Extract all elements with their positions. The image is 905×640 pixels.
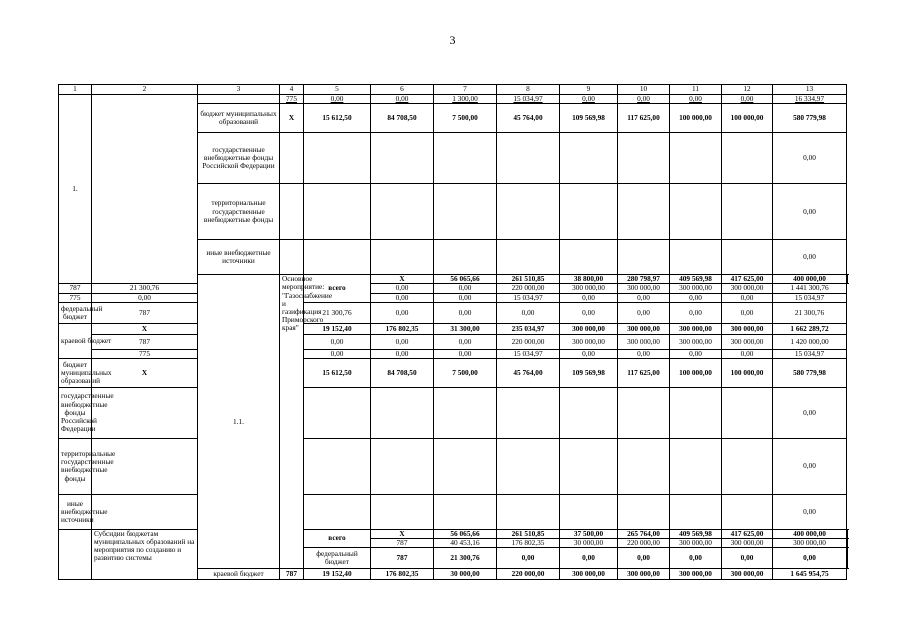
header-cell: 5 [304, 85, 371, 95]
empty-cell [560, 494, 618, 529]
value-cell: 235 034,97 [497, 323, 560, 334]
code-cell: 775 [92, 349, 198, 358]
code-cell: X [92, 358, 198, 387]
empty-cell [434, 438, 497, 494]
empty-cell [371, 438, 434, 494]
header-cell: 6 [371, 85, 434, 95]
value-cell: 300 000,00 [560, 284, 618, 293]
empty-cell [304, 438, 371, 494]
value-cell: 45 764,00 [497, 358, 560, 387]
total-cell: 0,00 [773, 387, 847, 438]
value-cell: 0,00 [560, 548, 618, 569]
empty-cell [722, 494, 773, 529]
value-cell: 0,00 [670, 302, 722, 323]
value-cell: 37 500,00 [560, 529, 618, 538]
empty-cell [434, 387, 497, 438]
empty-cell [371, 240, 434, 275]
header-cell: 4 [280, 85, 304, 95]
empty-cell [434, 240, 497, 275]
value-cell: 0,00 [304, 95, 371, 104]
header-cell: 9 [560, 85, 618, 95]
value-cell: 100 000,00 [670, 358, 722, 387]
value-cell: 300 000,00 [670, 334, 722, 349]
empty-cell [497, 184, 560, 240]
value-cell: 0,00 [371, 293, 434, 302]
source-label: федеральный бюджет [59, 302, 92, 323]
value-cell: 1 420 000,00 [773, 334, 847, 349]
value-cell: 220 000,00 [497, 284, 560, 293]
row-number [59, 529, 92, 579]
code-cell: 787 [280, 569, 304, 580]
empty-cell [434, 184, 497, 240]
value-cell: 0,00 [560, 95, 618, 104]
header-cell: 12 [722, 85, 773, 95]
empty-cell [618, 387, 670, 438]
value-cell: 0,00 [434, 284, 497, 293]
value-cell: 1 645 954,75 [773, 569, 847, 580]
value-cell: 16 334,97 [773, 95, 847, 104]
value-cell: 109 569,98 [560, 104, 618, 133]
value-cell: 7 500,00 [434, 358, 497, 387]
value-cell: 15 034,97 [773, 293, 847, 302]
value-cell: 409 569,98 [670, 275, 722, 284]
table-row [59, 323, 848, 334]
value-cell: 0,00 [371, 302, 434, 323]
value-cell: 0,00 [670, 349, 722, 358]
empty-cell [371, 133, 434, 184]
row-number: 1. [59, 95, 92, 284]
value-cell: 21 300,76 [434, 548, 497, 569]
value-cell: 0,00 [670, 293, 722, 302]
table-row [59, 494, 848, 529]
value-cell: 100 000,00 [722, 104, 773, 133]
value-cell: 15 034,97 [497, 293, 560, 302]
value-cell: 176 802,35 [497, 539, 560, 548]
header-cell: 11 [670, 85, 722, 95]
value-cell: 300 000,00 [560, 334, 618, 349]
empty-cell [618, 184, 670, 240]
empty-cell [670, 133, 722, 184]
table-row [59, 293, 848, 302]
total-cell: 0,00 [773, 133, 847, 184]
value-cell: 40 453,16 [434, 539, 497, 548]
value-cell: 19 152,40 [304, 323, 371, 334]
value-cell: 300 000,00 [560, 569, 618, 580]
value-cell: 300 000,00 [670, 569, 722, 580]
value-cell: 30 000,00 [434, 569, 497, 580]
total-cell: 0,00 [773, 240, 847, 275]
value-cell [847, 548, 848, 569]
value-cell: 15 612,50 [304, 104, 371, 133]
table-row [59, 85, 848, 95]
empty-cell [618, 494, 670, 529]
value-cell: 0,00 [434, 349, 497, 358]
value-cell: 15 034,97 [497, 349, 560, 358]
empty-cell [670, 240, 722, 275]
empty-cell [722, 387, 773, 438]
empty-cell [280, 133, 304, 184]
value-cell: 300 000,00 [722, 569, 773, 580]
value-cell: 300 000,00 [618, 569, 670, 580]
source-label: государственные внебюджетные фонды Российской Федерации [198, 133, 280, 184]
value-cell [847, 539, 848, 548]
value-cell: 0,00 [560, 349, 618, 358]
value-cell: 280 798,97 [618, 275, 670, 284]
value-cell: 0,00 [618, 302, 670, 323]
value-cell: 300 000,00 [670, 323, 722, 334]
value-cell: 30 000,00 [560, 539, 618, 548]
source-label: иные внебюджетные источники [59, 494, 92, 529]
value-cell: 300 000,00 [722, 334, 773, 349]
source-label: всего [304, 529, 371, 547]
value-cell [847, 275, 848, 284]
header-cell: 7 [434, 85, 497, 95]
value-cell: 117 625,00 [618, 104, 670, 133]
total-cell: 0,00 [773, 438, 847, 494]
empty-cell [497, 387, 560, 438]
empty-cell [560, 184, 618, 240]
value-cell: 19 152,40 [304, 569, 371, 580]
value-cell: 0,00 [434, 302, 497, 323]
value-cell: 265 764,00 [618, 529, 670, 538]
empty-cell [434, 494, 497, 529]
value-cell: 0,00 [670, 95, 722, 104]
code-cell: 787 [92, 302, 198, 323]
source-label: всего [304, 275, 371, 303]
empty-cell [497, 240, 560, 275]
value-cell: 417 625,00 [722, 275, 773, 284]
value-cell: 220 000,00 [497, 569, 560, 580]
code-cell: 775 [59, 293, 92, 302]
value-cell: 84 708,50 [371, 358, 434, 387]
value-cell: 0,00 [371, 284, 434, 293]
value-cell: 300 000,00 [618, 323, 670, 334]
value-cell: 0,00 [497, 548, 560, 569]
code-cell: X [371, 275, 434, 284]
source-label: бюджет муниципальных образований [59, 358, 92, 387]
value-cell: 300 000,00 [560, 323, 618, 334]
value-cell: 1 441 300,76 [773, 284, 847, 293]
value-cell: 31 300,00 [434, 323, 497, 334]
value-cell: 409 569,98 [670, 529, 722, 538]
value-cell: 220 000,00 [497, 334, 560, 349]
source-label: бюджет муниципальных образований [198, 104, 280, 133]
empty-cell [560, 387, 618, 438]
page-number: 3 [449, 33, 456, 47]
value-cell: 0,00 [371, 95, 434, 104]
value-cell: 300 000,00 [722, 284, 773, 293]
source-label [198, 95, 280, 104]
empty-cell [497, 133, 560, 184]
empty-cell [497, 494, 560, 529]
empty-cell [670, 494, 722, 529]
value-cell: 0,00 [722, 293, 773, 302]
table-row [59, 284, 848, 293]
value-cell: 0,00 [722, 548, 773, 569]
value-cell: 0,00 [371, 334, 434, 349]
empty-cell [304, 133, 371, 184]
value-cell: 261 510,85 [497, 529, 560, 538]
code-cell: 787 [371, 539, 434, 548]
empty-cell [371, 494, 434, 529]
table-row [59, 95, 848, 104]
table-row [59, 334, 848, 349]
table-row [59, 302, 848, 323]
budget-table [58, 84, 848, 580]
source-label: государственные внебюджетные фонды Российской Федерации [59, 387, 92, 438]
value-cell: 0,00 [618, 548, 670, 569]
value-cell: 0,00 [92, 293, 198, 302]
value-cell: 15 612,50 [304, 358, 371, 387]
source-label: краевой бюджет [198, 569, 280, 580]
table-row [59, 358, 848, 387]
empty-cell [722, 438, 773, 494]
value-cell: 176 802,35 [371, 323, 434, 334]
source-label: федеральный бюджет [304, 548, 371, 569]
value-cell: 176 802,35 [371, 569, 434, 580]
empty-cell [560, 240, 618, 275]
value-cell: 0,00 [304, 349, 371, 358]
header-cell: 8 [497, 85, 560, 95]
value-cell: 117 625,00 [618, 358, 670, 387]
value-cell: 0,00 [722, 302, 773, 323]
empty-cell [618, 438, 670, 494]
value-cell: 1 662 289,72 [773, 323, 847, 334]
header-cell: 1 [59, 85, 92, 95]
value-cell: 0,00 [434, 334, 497, 349]
source-label: краевой бюджет [59, 323, 92, 358]
value-cell: 0,00 [560, 293, 618, 302]
header-cell: 13 [773, 85, 847, 95]
value-cell: 100 000,00 [722, 358, 773, 387]
value-cell: 300 000,00 [722, 323, 773, 334]
empty-cell [280, 184, 304, 240]
value-cell: 0,00 [497, 302, 560, 323]
value-cell: 7 500,00 [434, 104, 497, 133]
code-cell: X [280, 104, 304, 133]
empty-cell [560, 438, 618, 494]
value-cell: 300 000,00 [618, 334, 670, 349]
table-row [59, 387, 848, 438]
value-cell: 0,00 [304, 334, 371, 349]
empty-cell [371, 184, 434, 240]
empty-cell [722, 133, 773, 184]
code-cell: 787 [59, 284, 92, 293]
value-cell: 0,00 [371, 349, 434, 358]
value-cell: 21 300,76 [773, 302, 847, 323]
value-cell: 56 065,66 [434, 529, 497, 538]
code-cell: X [92, 323, 198, 334]
value-cell: 300 000,00 [670, 284, 722, 293]
empty-cell [304, 387, 371, 438]
value-cell: 15 034,97 [497, 95, 560, 104]
row-number: 1.1. [198, 275, 280, 569]
value-cell: 400 000,00 [773, 529, 847, 538]
value-cell: 400 000,00 [773, 275, 847, 284]
empty-cell [722, 184, 773, 240]
value-cell: 261 510,85 [497, 275, 560, 284]
value-cell: 100 000,00 [670, 104, 722, 133]
header-cell: 3 [198, 85, 280, 95]
code-cell: 787 [92, 334, 198, 349]
source-label: территориальные государственные внебюджетные фонды [59, 438, 92, 494]
empty-cell [280, 240, 304, 275]
value-cell: 0,00 [670, 548, 722, 569]
value-cell: 0,00 [434, 293, 497, 302]
value-cell: 45 764,00 [497, 104, 560, 133]
value-cell: 0,00 [618, 293, 670, 302]
value-cell: 21 300,76 [92, 284, 198, 293]
value-cell: 0,00 [560, 302, 618, 323]
value-cell: 0,00 [618, 349, 670, 358]
value-cell: 21 300,76 [304, 302, 371, 323]
description-cell: Субсидии бюджетам муниципальных образований на мероприятия по созданию и развитию системы [92, 529, 198, 579]
empty-cell [371, 387, 434, 438]
value-cell [847, 529, 848, 538]
code-cell: X [371, 529, 434, 538]
description-cell [92, 95, 198, 284]
value-cell: 300 000,00 [618, 284, 670, 293]
description-cell: Основное мероприятие: "Газоснабжение и газификация Приморского края" [280, 275, 304, 569]
table-body [59, 85, 848, 580]
empty-cell [722, 240, 773, 275]
empty-cell [304, 494, 371, 529]
empty-cell [670, 438, 722, 494]
value-cell: 580 779,98 [773, 358, 847, 387]
empty-cell [304, 240, 371, 275]
value-cell: 0,00 [722, 349, 773, 358]
value-cell: 38 800,00 [560, 275, 618, 284]
value-cell: 775 [280, 95, 304, 104]
empty-cell [670, 387, 722, 438]
value-cell: 0,00 [773, 548, 847, 569]
source-label: иные внебюджетные источники [198, 240, 280, 275]
empty-cell [304, 184, 371, 240]
value-cell: 84 708,50 [371, 104, 434, 133]
value-cell: 0,00 [722, 95, 773, 104]
value-cell: 417 625,00 [722, 529, 773, 538]
header-cell: 10 [618, 85, 670, 95]
empty-cell [434, 133, 497, 184]
value-cell: 300 000,00 [773, 539, 847, 548]
value-cell: 300 000,00 [722, 539, 773, 548]
value-cell: 15 034,97 [773, 349, 847, 358]
empty-cell [670, 184, 722, 240]
value-cell: 220 000,00 [618, 539, 670, 548]
value-cell: 580 779,98 [773, 104, 847, 133]
source-label: территориальные государственные внебюджетные фонды [198, 184, 280, 240]
value-cell: 109 569,98 [560, 358, 618, 387]
value-cell: 1 300,00 [434, 95, 497, 104]
table-row [59, 438, 848, 494]
value-cell: 0,00 [618, 95, 670, 104]
code-cell: 787 [371, 548, 434, 569]
table-row [59, 349, 848, 358]
empty-cell [618, 240, 670, 275]
value-cell: 56 065,66 [434, 275, 497, 284]
header-cell: 2 [92, 85, 198, 95]
empty-cell [618, 133, 670, 184]
empty-cell [560, 133, 618, 184]
total-cell: 0,00 [773, 184, 847, 240]
empty-cell [497, 438, 560, 494]
value-cell: 300 000,00 [670, 539, 722, 548]
total-cell: 0,00 [773, 494, 847, 529]
